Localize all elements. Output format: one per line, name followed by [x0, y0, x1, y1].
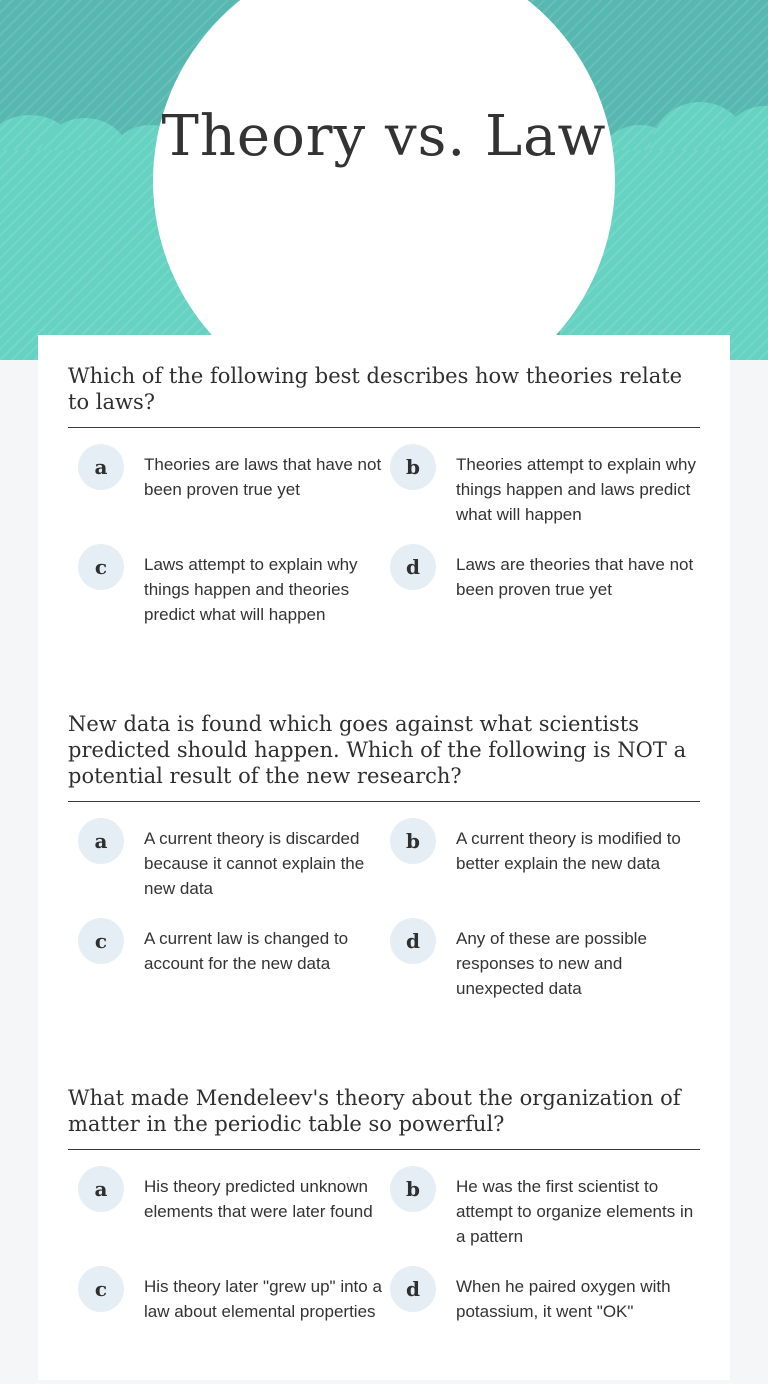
answer-options [68, 442, 700, 662]
option-text: His theory later "grew up" into a law about elemental properties [144, 1277, 382, 1321]
option-text: A current law is changed to account for the new data [144, 929, 349, 973]
option-text: A current theory is discarded because it cannot explain the new data [144, 829, 365, 898]
option-letter-badge: d [390, 918, 436, 964]
option-text: He was the first scientist to attempt to organize elements in a pattern [456, 1177, 694, 1246]
option-letter-badge: c [78, 918, 124, 964]
option-text: When he paired oxygen with potassium, it went "OK" [456, 1277, 671, 1321]
question-2 [68, 711, 700, 1036]
header-banner [0, 0, 768, 360]
option-text: Theories are laws that have not been proven true yet [144, 455, 382, 499]
quiz-card [38, 335, 730, 1380]
option-text: Laws are theories that have not been proven true yet [456, 555, 694, 599]
answer-options [68, 816, 700, 1036]
option-letter-badge: a [78, 1166, 124, 1212]
option-letter-badge: c [78, 544, 124, 590]
option-text: His theory predicted unknown elements that were later found [144, 1177, 373, 1221]
answer-options [68, 1164, 700, 1384]
question-text: New data is found which goes against what scientists predicted should happen. Which of the following is NOT a potential result of the new research? [68, 711, 700, 802]
option-letter-badge: c [78, 1266, 124, 1312]
option-letter-badge: b [390, 818, 436, 864]
question-3 [68, 1085, 700, 1384]
option-text: Laws attempt to explain why things happen and theories predict what will happen [144, 555, 358, 624]
option-letter-badge: b [390, 1166, 436, 1212]
question-1 [68, 363, 700, 662]
option-letter-badge: b [390, 444, 436, 490]
question-text: What made Mendeleev's theory about the organization of matter in the periodic table so powerful? [68, 1085, 700, 1150]
option-letter-badge: a [78, 818, 124, 864]
question-text: Which of the following best describes how theories relate to laws? [68, 363, 700, 428]
option-letter-badge: d [390, 1266, 436, 1312]
option-text: A current theory is modified to better explain the new data [456, 829, 681, 873]
title-circle [153, 0, 615, 360]
option-text: Any of these are possible responses to new and unexpected data [456, 929, 647, 998]
option-letter-badge: a [78, 444, 124, 490]
option-letter-badge: d [390, 544, 436, 590]
option-text: Theories attempt to explain why things happen and laws predict what will happen [456, 455, 697, 524]
page-title: Theory vs. Law [161, 104, 607, 169]
